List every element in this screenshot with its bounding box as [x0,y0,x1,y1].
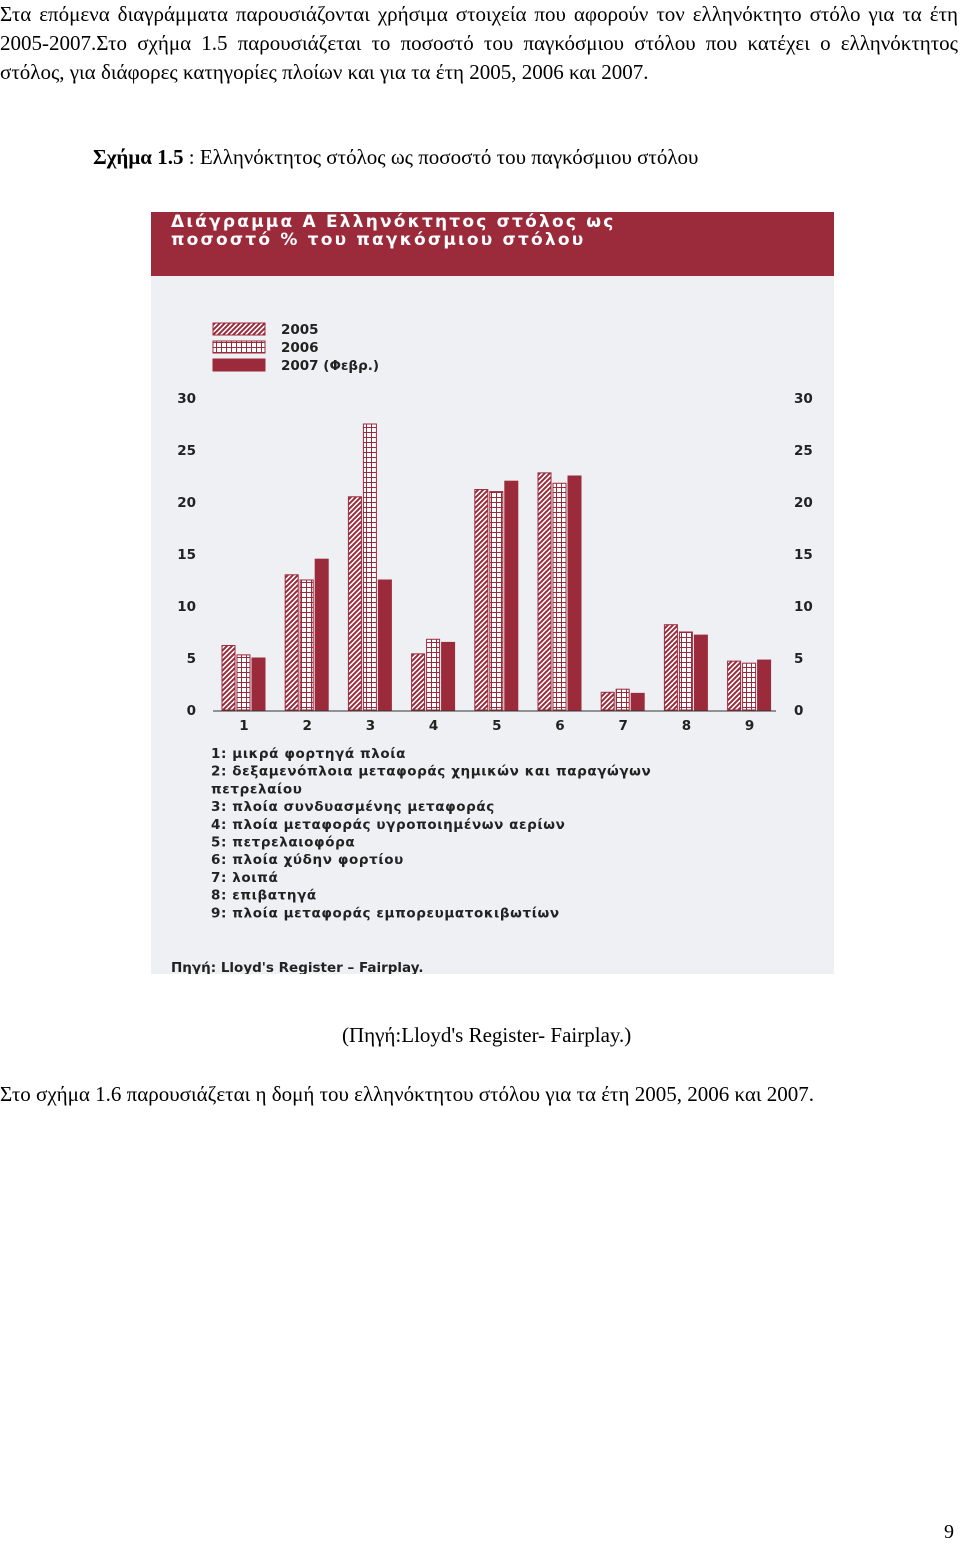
figure-caption-label: Σχήμα 1.5 [93,145,184,169]
bar-cat3-2007 [378,580,391,710]
bar-cat2-2007 [315,559,328,710]
figure-caption-text: : Ελληνόκτητος στόλος ως ποσοστό του παγκόσμιου στόλου [183,145,699,169]
bar-cat1-2006 [237,655,250,710]
x-tick-6: 6 [555,718,565,734]
bar-cat2-2005 [285,575,298,710]
y-tick-left-20: 20 [177,495,196,511]
y-tick-right-30: 30 [794,391,813,407]
bar-cat4-2005 [412,654,425,710]
category-note-4: 3: πλοία συνδυασμένης μεταφοράς [211,799,495,816]
legend-swatch-2007 [213,359,265,371]
y-tick-left-30: 30 [177,391,196,407]
bar-cat6-2005 [538,473,551,710]
bar-cat5-2007 [505,481,518,710]
y-tick-right-10: 10 [794,599,813,615]
bar-cat8-2005 [664,625,677,710]
x-tick-5: 5 [492,718,502,734]
y-tick-left-15: 15 [177,547,196,563]
bar-cat4-2007 [442,642,455,710]
bar-cat9-2006 [743,663,756,710]
y-tick-left-5: 5 [186,651,196,667]
x-tick-9: 9 [744,718,755,734]
source-note: (Πηγή:Lloyd's Register- Fairplay.) [342,1023,632,1047]
bar-cat3-2006 [363,424,376,710]
category-note-5: 4: πλοία μεταφοράς υγροποιημένων αερίων [211,816,566,833]
bar-cat9-2005 [728,661,741,710]
page-number: 9 [944,1521,954,1543]
category-note-7: 6: πλοία χύδην φορτίου [211,852,404,869]
x-tick-3: 3 [365,718,376,734]
y-tick-right-0: 0 [794,703,804,719]
chart-source-label: Πηγή: Lloyd's Register – Fairplay. [171,960,424,974]
figure-caption [93,143,698,171]
bar-cat8-2006 [679,632,692,710]
bar-chart [151,212,834,974]
legend-swatch-2005 [213,323,265,335]
category-note-9: 8: επιβατηγά [211,887,317,904]
y-tick-right-15: 15 [794,547,813,563]
chart-title-line-1: Διάγραμμα Α Ελληνόκτητος στόλος ως [171,212,616,232]
bar-cat9-2007 [758,660,771,710]
intro-paragraph: Στα επόμενα διαγράμματα παρουσιάζονται χρήσιμα στοιχεία που αφορούν τον ελληνόκτητο στόλο για τα έτη 2005-2007.Στο σχήμα 1.5 παρουσιάζεται το ποσοστό του παγκόσμιου στόλου που κατέχει ο ελληνόκτητος στόλος, για διάφορες κατηγορίες πλοίων και για τα έτη 2005, 2006 και 2007. [0,2,958,84]
bar-cat7-2006 [616,689,629,710]
x-tick-1: 1 [239,718,249,734]
x-tick-4: 4 [428,718,439,734]
chart-title-line-2: ποσοστό % του παγκόσμιου στόλου [171,230,586,250]
y-tick-left-10: 10 [177,599,196,615]
legend-label-2006: 2006 [281,340,319,356]
y-tick-right-25: 25 [794,443,813,459]
category-note-1: 1: μικρά φορτηγά πλοία [211,746,407,762]
y-tick-right-5: 5 [794,651,804,667]
x-tick-8: 8 [681,718,692,734]
bar-cat6-2007 [568,476,581,710]
x-tick-7: 7 [618,718,628,734]
bar-cat7-2005 [601,692,614,710]
y-tick-left-0: 0 [186,703,196,719]
legend-swatch-2006 [213,341,265,353]
x-tick-2: 2 [302,718,312,734]
outro-paragraph: Στο σχήμα 1.6 παρουσιάζεται η δομή του ελληνόκτητου στόλου για τα έτη 2005, 2006 και 2007. [0,1082,814,1106]
bar-cat3-2005 [348,497,361,710]
bar-cat8-2007 [694,635,707,710]
category-note-8: 7: λοιπά [211,869,279,886]
bar-cat1-2005 [222,646,235,710]
bar-cat6-2006 [553,483,566,710]
category-note-3: πετρελαίου [211,781,303,798]
legend-label-2007: 2007 (Φεβρ.) [281,358,380,374]
bar-cat1-2007 [252,658,265,710]
y-tick-left-25: 25 [177,443,196,459]
chart-figure [151,212,834,974]
category-note-6: 5: πετρελαιοφόρα [211,834,356,851]
category-note-10: 9: πλοία μεταφοράς εμπορευματοκιβωτίων [211,905,560,922]
bar-cat7-2007 [631,693,644,710]
bar-cat5-2005 [475,490,488,710]
bar-cat2-2006 [300,580,313,710]
legend-label-2005: 2005 [281,322,319,338]
category-note-2: 2: δεξαμενόπλοια μεταφοράς χημικών και παραγώγων [211,763,652,780]
bar-cat5-2006 [490,492,503,710]
y-tick-right-20: 20 [794,495,813,511]
bar-cat4-2006 [427,639,440,710]
